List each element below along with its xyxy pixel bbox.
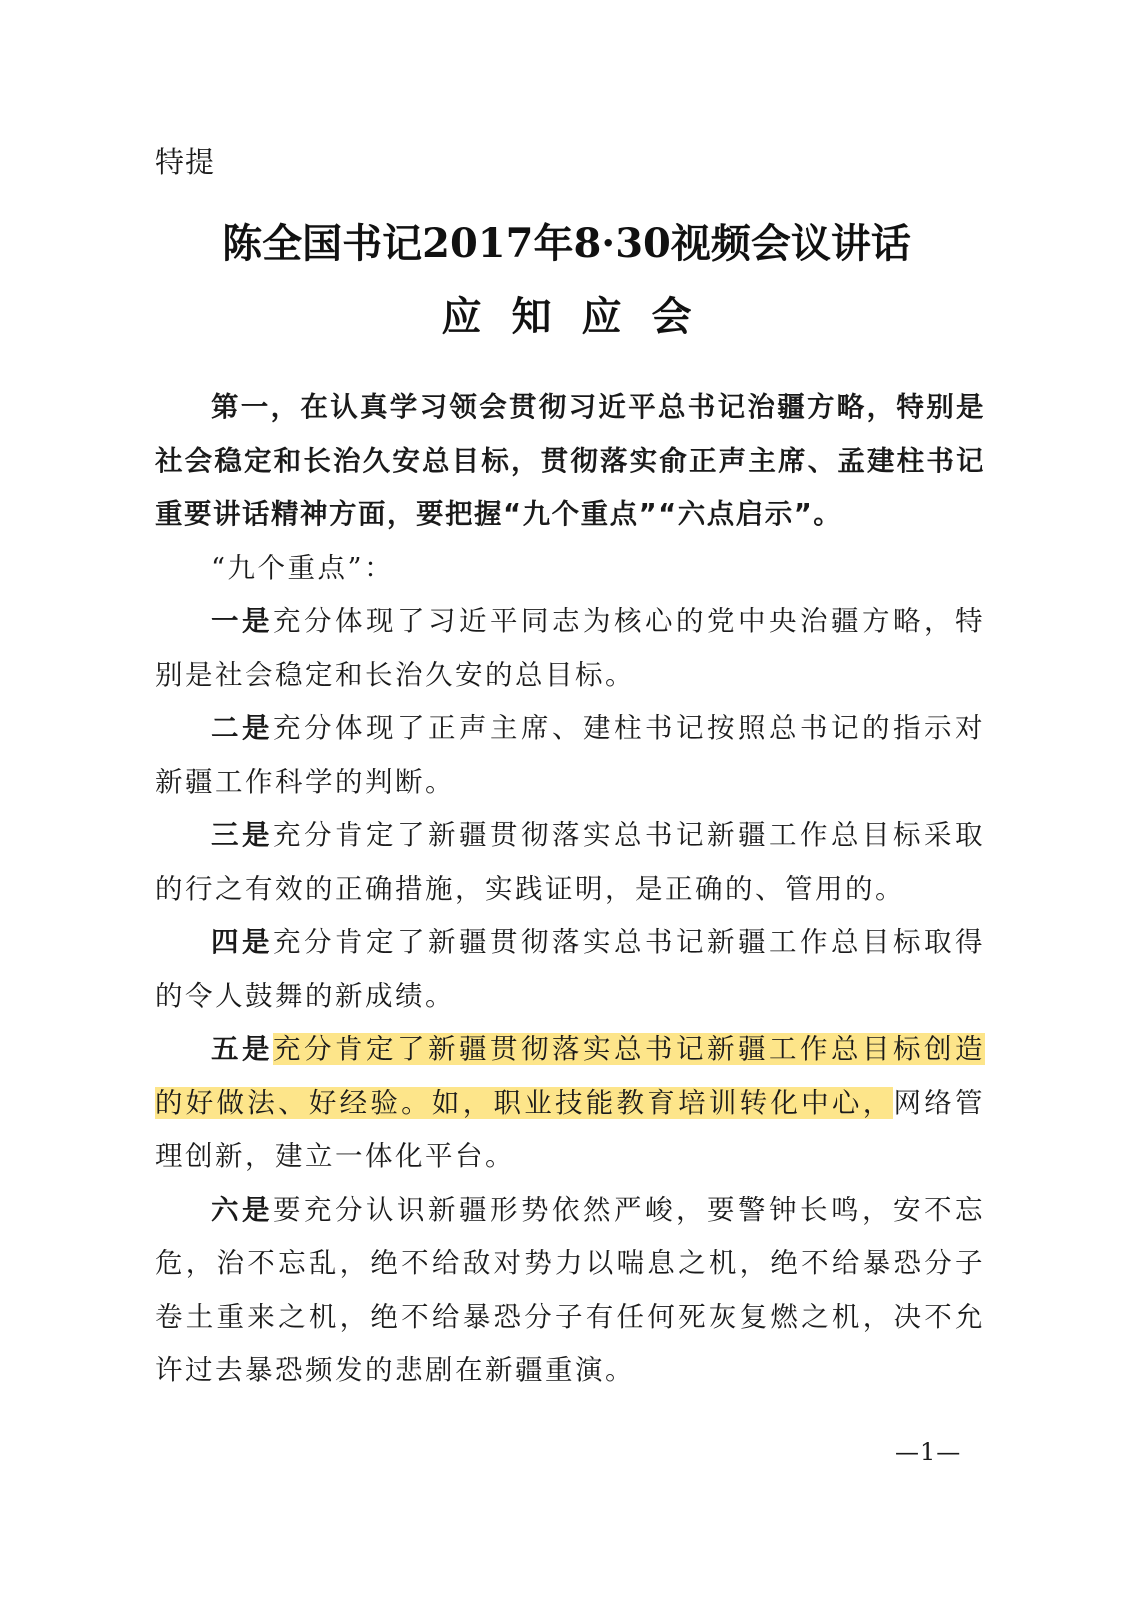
point-text: 充分体现了习近平同志为核心的党中央治疆方略，特别是社会稳定和长治久安的总目标。	[155, 605, 985, 691]
document-body	[155, 381, 985, 1398]
intro-paragraph: 第一，在认真学习领会贯彻习近平总书记治疆方略，特别是社会稳定和长治久安总目标，贯彻落实俞正声主席、孟建柱书记重要讲话精神方面，要把握“九个重点”“六点启示”。	[155, 391, 985, 530]
page-number: —1—	[895, 1438, 962, 1466]
point-text: 网络管理创新，建立一体化平台。	[155, 1086, 986, 1172]
point-paragraph	[155, 595, 985, 702]
point-text: 充分肯定了新疆贯彻落实总书记新疆工作总目标采取的行之有效的正确措施，实践证明，是正确的、管用的。	[155, 819, 985, 905]
kicker-label: 特提	[155, 145, 216, 179]
point-paragraph	[155, 702, 985, 809]
point-text: 充分体现了正声主席、建柱书记按照总书记的指示对新疆工作科学的判断。	[155, 712, 985, 798]
point-paragraph	[155, 809, 985, 916]
document-subtitle: 应知应会	[441, 293, 722, 340]
point-lead: 四是	[211, 926, 273, 958]
highlighted-text: 充分肯定了新疆贯彻落实总书记新疆工作总目标创造的好做法、好经验。如，职业技能教育培训转化中心，	[155, 1033, 985, 1119]
point-lead: 三是	[211, 819, 273, 851]
section-heading: “九个重点”：	[211, 551, 395, 584]
point-paragraph	[155, 1184, 985, 1398]
point-lead: 五是	[211, 1033, 273, 1065]
point-lead: 二是	[211, 712, 273, 744]
point-paragraph	[155, 1023, 985, 1184]
point-lead: 六是	[211, 1193, 273, 1226]
point-lead: 一是	[211, 605, 273, 637]
point-text: 充分肯定了新疆贯彻落实总书记新疆工作总目标取得的令人鼓舞的新成绩。	[155, 926, 985, 1012]
document-title: 陈全国书记2017年8·30视频会议讲话	[222, 220, 911, 267]
point-paragraph	[155, 916, 985, 1023]
point-text: 要充分认识新疆形势依然严峻，要警钟长鸣，安不忘危，治不忘乱，绝不给敌对势力以喘息之机，绝不给暴恐分子卷土重来之机，绝不给暴恐分子有任何死灰复燃之机，决不允许过去暴恐频发的悲剧在新疆重演。	[155, 1193, 985, 1386]
